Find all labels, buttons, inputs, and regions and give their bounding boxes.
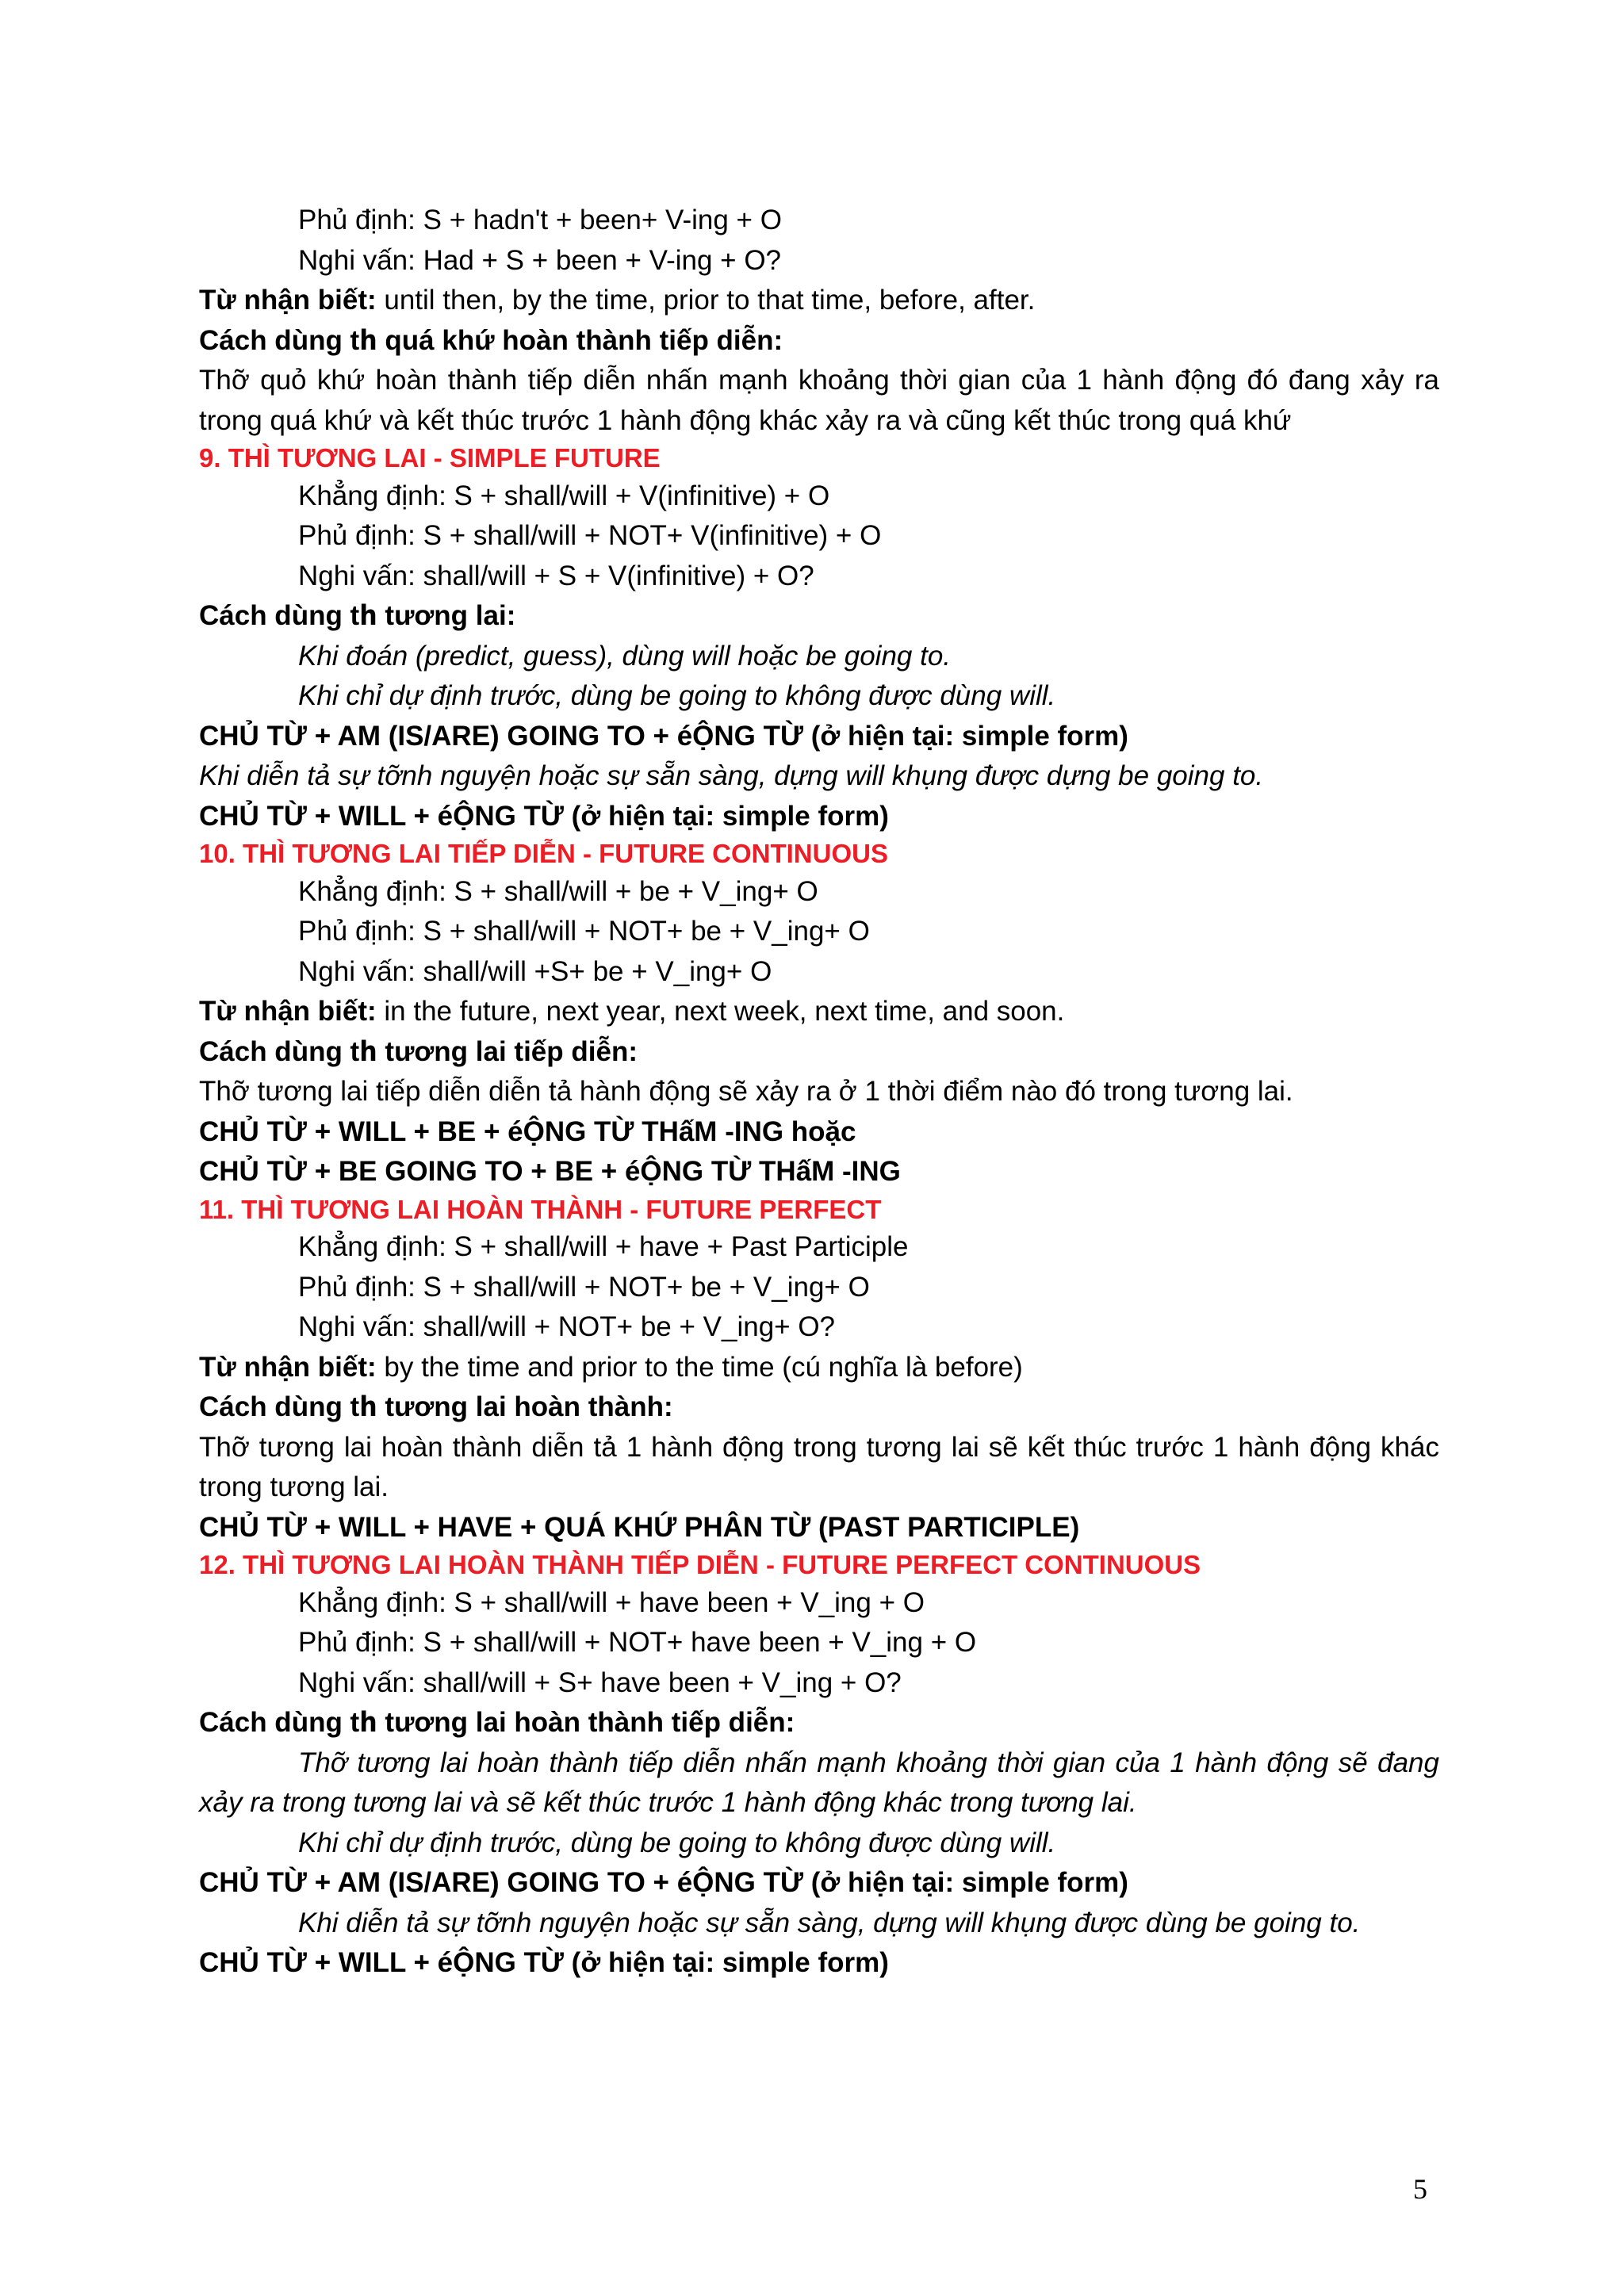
usage-note: Thỡ tương lai hoàn thành tiếp diễn nhấn mạnh khoảng thời gian của 1 hành động sẽ đang [298, 1747, 1439, 1778]
usage-text-line: trong tương lai. [199, 1471, 389, 1502]
page-content [199, 201, 1439, 1984]
structure-formula: CHỦ TỪ + AM (IS/ARE) GOING TO + éỘNG TỪ (ở hiện tại: simple form) [199, 720, 1128, 752]
structure-formula: CHỦ TỪ + WILL + BE + éỘNG TỪ THấM -ING hoặc [199, 1115, 856, 1147]
question-form-future-continuous: Nghi vấn: shall/will +S+ be + V_ing+ O [298, 955, 772, 987]
structure-formula: CHỦ TỪ + WILL + éỘNG TỪ (ở hiện tại: simple form) [199, 800, 889, 832]
affirmative-form-future-perfect: Khẳng định: S + shall/will + have + Past Participle [298, 1231, 909, 1262]
negative-form-future-continuous: Phủ định: S + shall/will + NOT+ be + V_ing+ O [298, 916, 870, 947]
section-heading-future-perfect: 11. THÌ TƯƠNG LAI HOÀN THÀNH - FUTURE PERFECT [199, 1194, 882, 1224]
affirmative-form-future-perfect-continuous: Khẳng định: S + shall/will + have been + V_ing + O [298, 1586, 925, 1618]
usage-note: Khi đoán (predict, guess), dùng will hoặc be going to. [298, 640, 952, 672]
signal-words-label: Từ nhận biết: [199, 996, 377, 1027]
usage-note: Khi diễn tả sự tỡnh nguyện hoặc sự sẵn sàng, dựng will khụng được dựng be going to. [199, 760, 1264, 791]
structure-formula: CHỦ TỪ + WILL + HAVE + QUÁ KHỨ PHÂN TỪ (PAST PARTICIPLE) [199, 1511, 1080, 1543]
signal-words-label: Từ nhận biết: [199, 1351, 377, 1383]
structure-formula: CHỦ TỪ + BE GOING TO + BE + éỘNG TỪ THấM -ING [199, 1156, 901, 1187]
affirmative-form-simple-future: Khẳng định: S + shall/will + V(infinitive) + O [298, 480, 830, 511]
usage-heading-future-continuous: Cách dùng tհ tương lai tiếp diễn: [199, 1035, 638, 1067]
affirmative-form-future-continuous: Khẳng định: S + shall/will + be + V_ing+ O [298, 875, 818, 907]
section-heading-simple-future: 9. THÌ TƯƠNG LAI - SIMPLE FUTURE [199, 443, 661, 473]
usage-text-line: trong quá khứ và kết thúc trước 1 hành động khác xảy ra và cũng kết thúc trong quá khứ [199, 404, 1292, 436]
signal-words-future-perfect [199, 1348, 1439, 1388]
signal-words-text: in the future, next year, next week, next time, and soon. [376, 996, 1065, 1027]
signal-words-future-continuous [199, 992, 1439, 1032]
section-heading-future-continuous: 10. THÌ TƯƠNG LAI TIẾP DIỄN - FUTURE CONTINUOUS [199, 839, 888, 868]
usage-text-line: Thỡ tương lai hoàn thành diễn tả 1 hành động trong tương lai sẽ kết thúc trước 1 hành động khác [199, 1431, 1439, 1463]
question-form-future-perfect-continuous: Nghi vấn: shall/will + S+ have been + V_ing + O? [298, 1667, 902, 1698]
usage-text-line: Thỡ quỏ khứ hoàn thành tiếp diễn nhấn mạnh khoảng thời gian của 1 hành động đó đang xảy ra [199, 365, 1439, 396]
question-form-future-perfect: Nghi vấn: shall/will + NOT+ be + V_ing+ O? [298, 1311, 836, 1342]
negative-form-past-perfect-continuous: Phủ định: S + hadn't + been+ V-ing + O [298, 205, 782, 235]
page-number: 5 [1413, 2173, 1427, 2205]
usage-text-line: Thỡ tương lai tiếp diễn diễn tả hành động sẽ xảy ra ở 1 thời điểm nào đó trong tương lai. [199, 1076, 1293, 1107]
usage-heading-future-perfect: Cách dùng tհ tương lai hoàn thành: [199, 1391, 673, 1422]
signal-words-past-perfect-continuous [199, 281, 1439, 321]
usage-note: Khi chỉ dự định trước, dùng be going to không được dùng will. [298, 1827, 1056, 1858]
structure-formula: CHỦ TỪ + AM (IS/ARE) GOING TO + éỘNG TỪ (ở hiện tại: simple form) [199, 1867, 1128, 1898]
usage-note: Khi chỉ dự định trước, dùng be going to không được dùng will. [298, 680, 1056, 711]
negative-form-simple-future: Phủ định: S + shall/will + NOT+ V(infinitive) + O [298, 520, 882, 551]
usage-heading-simple-future: Cách dùng tհ tương lai: [199, 600, 516, 631]
structure-formula: CHỦ TỪ + WILL + éỘNG TỪ (ở hiện tại: simple form) [199, 1947, 889, 1978]
usage-heading-past-perfect-continuous: Cách dùng tհ quá khứ hoàn thành tiếp diễn: [199, 324, 783, 356]
signal-words-text: until then, by the time, prior to that time, before, after. [376, 285, 1036, 316]
question-form-simple-future: Nghi vấn: shall/will + S + V(infinitive) + O? [298, 560, 814, 591]
section-heading-future-perfect-continuous: 12. THÌ TƯƠNG LAI HOÀN THÀNH TIẾP DIỄN - FUTURE PERFECT CONTINUOUS [199, 1550, 1201, 1579]
usage-heading-future-perfect-continuous: Cách dùng tհ tương lai hoàn thành tiếp diễn: [199, 1707, 795, 1738]
negative-form-future-perfect-continuous: Phủ định: S + shall/will + NOT+ have been + V_ing + O [298, 1627, 977, 1658]
question-form-past-perfect-continuous: Nghi vấn: Had + S + been + V-ing + O? [298, 244, 782, 276]
usage-note: Khi diễn tả sự tỡnh nguyện hoặc sự sẵn sàng, dựng will khụng được dùng be going to. [298, 1907, 1361, 1938]
usage-note: xảy ra trong tương lai và sẽ kết thúc trước 1 hành động khác trong tương lai. [199, 1787, 1137, 1818]
signal-words-label: Từ nhận biết: [199, 285, 377, 316]
signal-words-text: by the time and prior to the time (cú nghĩa là before) [376, 1351, 1023, 1383]
negative-form-future-perfect: Phủ định: S + shall/will + NOT+ be + V_ing+ O [298, 1271, 870, 1303]
